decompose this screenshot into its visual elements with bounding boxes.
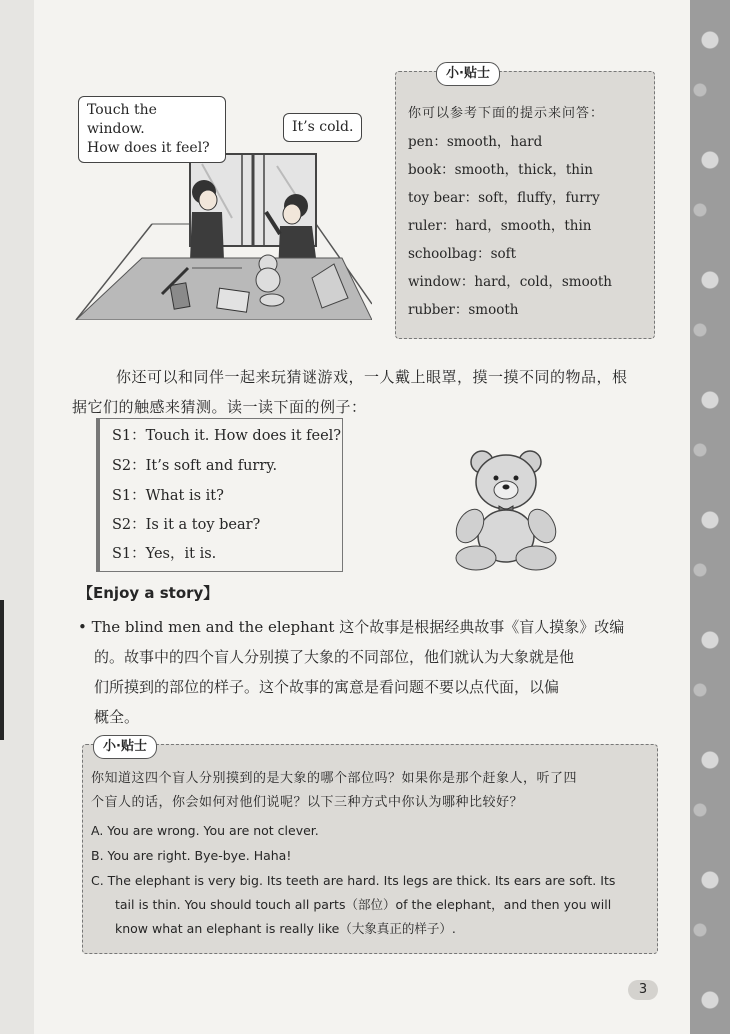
spine-mark: [0, 600, 4, 740]
paragraph-line: 据它们的触感来猜测。读一读下面的例子：: [72, 398, 367, 416]
section-heading: 【Enjoy a story】: [78, 584, 219, 602]
speech-line: How does it feel?: [87, 140, 210, 156]
option-c: C. The elephant is very big. Its teeth are hard. Its legs are thick. Its ears are soft. Its: [91, 873, 616, 888]
dialog-line: S1：Touch it. How does it feel?: [112, 428, 342, 444]
list-item: window：hard，cold，smooth: [408, 274, 612, 290]
right-page-edge: [690, 0, 730, 1034]
list-item: book：smooth，thick，thin: [408, 162, 593, 178]
list-item: pen：smooth，hard: [408, 134, 543, 150]
option-a: A. You are wrong. You are not clever.: [91, 823, 319, 838]
list-item: toy bear：soft，fluffy，furry: [408, 190, 600, 206]
question-line: 个盲人的话，你会如何对他们说呢？以下三种方式中你认为哪种比较好？: [91, 795, 524, 810]
story-paragraph: [78, 612, 658, 732]
question-line: 你知道这四个盲人分别摸到的是大象的哪个部位吗？如果你是那个赶象人，听了四: [91, 771, 578, 786]
paragraph-line: • The blind men and the elephant 这个故事是根据经典故事《盲人摸象》改编: [78, 618, 625, 636]
tip-box-bottom: [82, 739, 658, 954]
list-item: rubber：smooth: [408, 302, 519, 318]
dialog-line: S2：It’s soft and furry.: [112, 458, 278, 474]
page-number: 3: [628, 980, 658, 1000]
left-page-edge: [0, 0, 34, 1034]
tip-question: [91, 767, 649, 815]
option-b: B. You are right. Bye-bye. Haha!: [91, 848, 292, 863]
paragraph-line: 的。故事中的四个盲人分别摸了大象的不同部位，他们就认为大象就是他: [94, 648, 575, 666]
tip-box-top: [395, 66, 655, 339]
option-c-continued: tail is thin. You should touch all parts（部位）of the elephant，and then you will: [115, 897, 612, 912]
dialog-line: S1：Yes，it is.: [112, 546, 217, 562]
paragraph-line: 你还可以和同伴一起来玩猜谜游戏，一人戴上眼罩，摸一摸不同的物品，根: [116, 368, 628, 386]
tip-intro: 你可以参考下面的提示来问答：: [408, 106, 605, 121]
speech-line: Touch the window.: [87, 102, 157, 137]
list-item: schoolbag：soft: [408, 246, 517, 262]
list-item: ruler：hard，smooth，thin: [408, 218, 592, 234]
paragraph-line: 概全。: [94, 708, 140, 726]
dialog-line: S1：What is it?: [112, 488, 224, 504]
dialog-line: S2：Is it a toy bear?: [112, 517, 261, 533]
tip-badge: 小·贴士: [93, 735, 157, 759]
speech-bubble-left: [78, 96, 226, 163]
option-c-continued: know what an elephant is really like（大象真正的样子）.: [115, 921, 456, 936]
tip-list: [408, 128, 612, 324]
paragraph-line: 们所摸到的部位的样子。这个故事的寓意是看问题不要以点代面，以偏: [94, 678, 560, 696]
teddy-bear-image: [446, 444, 566, 574]
game-intro-paragraph: [72, 362, 656, 422]
tip-badge: 小·贴士: [436, 62, 500, 86]
speech-bubble-right: [283, 113, 362, 142]
speech-line: It’s cold.: [292, 119, 354, 135]
